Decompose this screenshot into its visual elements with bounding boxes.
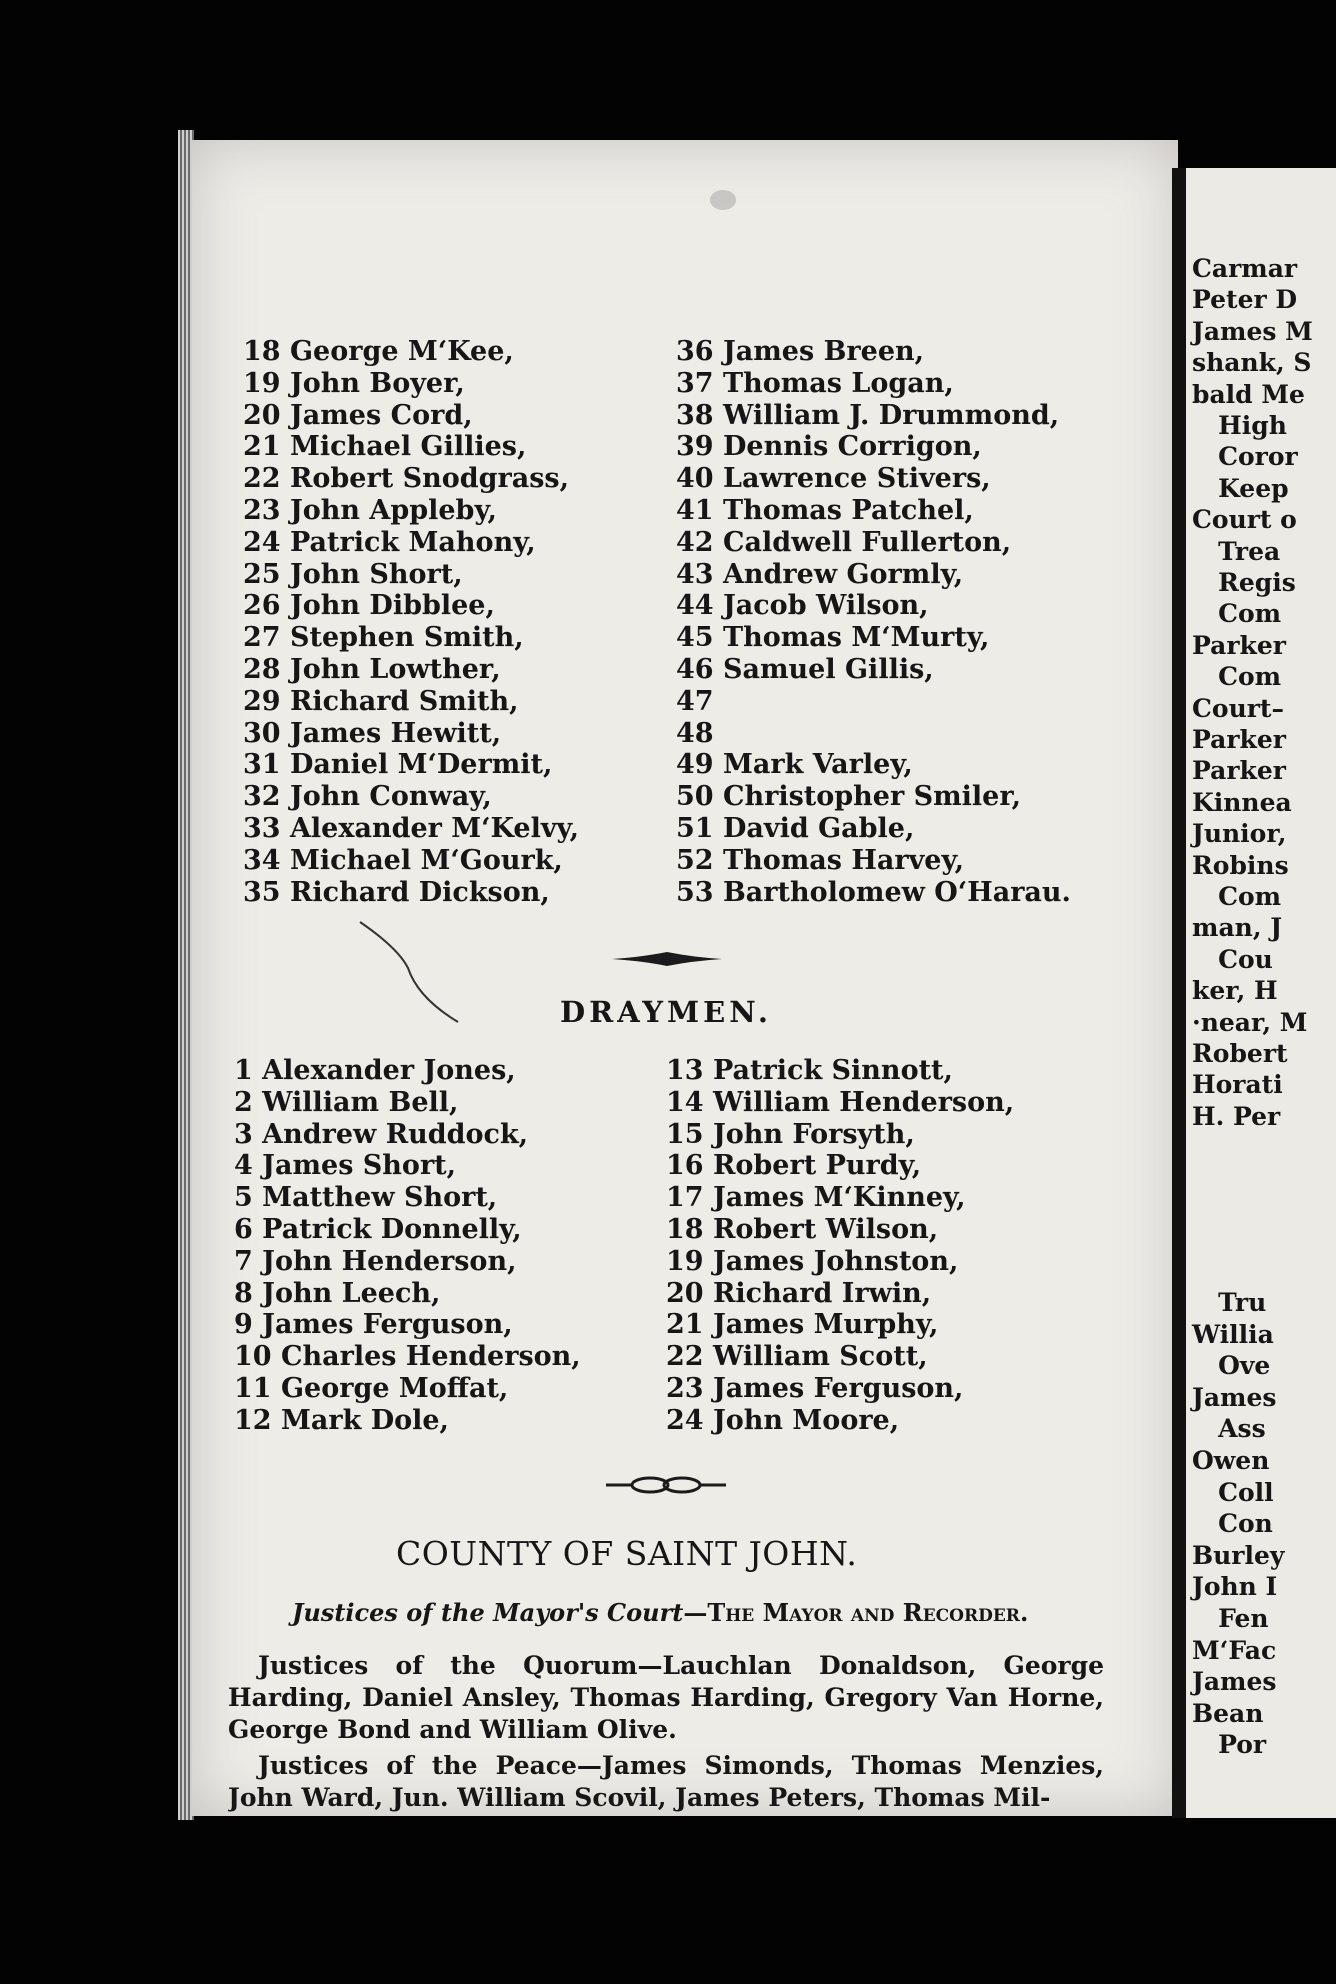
list-item: 44 Jacob Wilson,	[676, 590, 929, 622]
next-page-line: M‘Fac	[1192, 1635, 1277, 1665]
next-page-line: Horati	[1192, 1070, 1283, 1100]
ink-smudge	[710, 190, 736, 210]
list-item: 39 Dennis Corrigon,	[676, 431, 982, 463]
next-page-line: Com	[1192, 882, 1282, 911]
list-item: 22 William Scott,	[666, 1341, 928, 1373]
list-item: 1 Alexander Jones,	[234, 1055, 516, 1086]
next-page-line: Robert	[1192, 1039, 1288, 1068]
draymen-left-column	[234, 1055, 581, 1437]
next-page-line: Coror	[1192, 442, 1298, 472]
list-item: 35 Richard Dickson,	[243, 876, 550, 908]
list-item: 21 James Murphy,	[666, 1309, 939, 1341]
list-item: 7 John Henderson,	[234, 1245, 517, 1277]
list-item: 19 James Johnston,	[666, 1245, 959, 1277]
next-page-line: man, J	[1192, 913, 1283, 943]
county-title: COUNTY OF SAINT JOHN.	[396, 1534, 858, 1573]
next-page-line: Ass	[1192, 1414, 1266, 1444]
next-page-line: Parker	[1192, 725, 1286, 754]
next-page-line: bald Me	[1192, 379, 1305, 409]
list-item: 23 John Appleby,	[243, 494, 497, 526]
list-item: 13 Patrick Sinnott,	[666, 1055, 953, 1086]
ornament-knot	[606, 1474, 726, 1496]
list-item: 10 Charles Henderson,	[234, 1341, 581, 1373]
list-item: 3 Andrew Ruddock,	[234, 1118, 529, 1150]
next-page-line: Coll	[1192, 1477, 1274, 1507]
list-item: 46 Samuel Gillis,	[676, 653, 934, 685]
next-page-line: Ove	[1192, 1351, 1271, 1381]
list-item: 16 Robert Purdy,	[666, 1150, 922, 1182]
next-page-line: Cou	[1192, 944, 1273, 974]
next-page-line: Parker	[1192, 630, 1286, 660]
mayor-court-line	[292, 1598, 1028, 1627]
next-page-line: Kinnea	[1192, 787, 1292, 817]
list-item: 24 John Moore,	[666, 1404, 900, 1436]
list-item: 17 James M‘Kinney,	[666, 1182, 966, 1214]
scratch-mark	[358, 918, 468, 1028]
next-page-line: James M	[1192, 316, 1313, 346]
list-item: 42 Caldwell Fullerton,	[676, 526, 1012, 558]
next-page-line: Bean	[1192, 1698, 1264, 1728]
next-page-line: Parker	[1192, 756, 1286, 786]
list-item: 15 John Forsyth,	[666, 1118, 915, 1150]
list-item: 29 Richard Smith,	[243, 685, 519, 717]
list-right-column	[676, 336, 1071, 908]
next-page-line: James	[1192, 1382, 1277, 1412]
next-page-line: Tru	[1192, 1288, 1267, 1317]
next-page-line: John I	[1192, 1572, 1278, 1602]
next-page-line: ·near, M	[1192, 1007, 1308, 1037]
next-page-line: Con	[1192, 1509, 1273, 1539]
right-page-fragment	[1186, 168, 1336, 1818]
next-page-line: H. Per	[1192, 1101, 1281, 1131]
list-item: 2 William Bell,	[234, 1086, 459, 1118]
next-page-line: Com	[1192, 599, 1282, 629]
next-page-line: Court–	[1192, 693, 1284, 723]
mayor-court-label: Justices of the Mayor's Court	[292, 1598, 684, 1627]
list-item: 41 Thomas Patchel,	[676, 494, 974, 526]
list-item: 27 Stephen Smith,	[243, 622, 524, 654]
list-item: 5 Matthew Short,	[234, 1182, 498, 1214]
list-item: 18 Robert Wilson,	[666, 1213, 939, 1245]
list-item: 45 Thomas M‘Murty,	[676, 622, 990, 654]
list-item: 32 John Conway,	[243, 781, 492, 813]
list-item: 48	[676, 717, 714, 749]
list-item: 52 Thomas Harvey,	[676, 844, 964, 876]
next-page-line: Carmar	[1192, 254, 1298, 283]
next-page-line: ker, H	[1192, 976, 1278, 1006]
list-item: 31 Daniel M‘Dermit,	[243, 749, 553, 781]
list-item: 37 Thomas Logan,	[676, 367, 954, 399]
next-page-line: Burley	[1192, 1540, 1285, 1570]
list-item: 40 Lawrence Stivers,	[676, 463, 991, 495]
draymen-right-column	[666, 1055, 1014, 1437]
list-item: 36 James Breen,	[676, 336, 925, 367]
list-item: 6 Patrick Donnelly,	[234, 1213, 522, 1245]
next-page-line: shank, S	[1192, 348, 1312, 378]
next-page-line: Regis	[1192, 568, 1296, 597]
list-item: 26 John Dibblee,	[243, 590, 495, 622]
list-item: 30 James Hewitt,	[243, 717, 502, 749]
next-page-line: Fen	[1192, 1604, 1269, 1633]
peace-paragraph: Justices of the Peace—James Simonds, Thomas Menzies, John Ward, Jun. William Scovil, James Peters, Thomas Mil-	[228, 1751, 1104, 1812]
list-item: 53 Bartholomew O‘Harau.	[676, 876, 1071, 908]
next-page-line: Com	[1192, 662, 1282, 692]
list-item: 33 Alexander M‘Kelvy,	[243, 812, 580, 844]
draymen-heading: DRAYMEN.	[560, 995, 772, 1029]
next-page-line: Peter D	[1192, 285, 1298, 315]
list-item: 51 David Gable,	[676, 812, 915, 844]
next-page-line: High	[1192, 411, 1287, 440]
next-page-line: James	[1192, 1667, 1277, 1697]
list-left-column	[243, 336, 579, 908]
next-page-line: Owen	[1192, 1446, 1270, 1475]
mayor-court-value: —The Mayor and Recorder.	[683, 1598, 1029, 1627]
list-item: 25 John Short,	[243, 558, 463, 590]
list-item: 11 George Moffat,	[234, 1372, 509, 1404]
list-item: 20 James Cord,	[243, 399, 473, 431]
next-page-line: Court o	[1192, 505, 1297, 535]
list-item: 14 William Henderson,	[666, 1086, 1015, 1118]
next-page-line: Robins	[1192, 850, 1289, 880]
next-page-line: Keep	[1192, 473, 1289, 503]
list-item: 28 John Lowther,	[243, 653, 501, 685]
list-item: 49 Mark Varley,	[676, 749, 913, 781]
list-item: 19 John Boyer,	[243, 367, 465, 399]
list-item: 20 Richard Irwin,	[666, 1277, 932, 1309]
list-item: 18 George M‘Kee,	[243, 336, 514, 367]
ornament-divider	[612, 948, 722, 970]
next-page-line: Junior,	[1192, 819, 1287, 849]
list-item: 12 Mark Dole,	[234, 1404, 449, 1436]
next-page-line: Por	[1192, 1730, 1267, 1760]
quorum-paragraph: Justices of the Quorum—Lauchlan Donaldson, George Harding, Daniel Ansley, Thomas Harding, Gregory Van Horne, George Bond and William Olive.	[228, 1651, 1104, 1744]
list-item: 47	[676, 685, 714, 717]
list-item: 22 Robert Snodgrass,	[243, 463, 569, 495]
list-item: 8 John Leech,	[234, 1277, 441, 1309]
list-item: 4 James Short,	[234, 1150, 457, 1182]
list-item: 21 Michael Gillies,	[243, 431, 527, 463]
next-page-line: Trea	[1192, 536, 1281, 566]
list-item: 9 James Ferguson,	[234, 1309, 513, 1341]
list-item: 43 Andrew Gormly,	[676, 558, 964, 590]
list-item: 34 Michael M‘Gourk,	[243, 844, 563, 876]
list-item: 50 Christopher Smiler,	[676, 781, 1021, 813]
next-page-line: Willia	[1192, 1319, 1274, 1349]
list-item: 38 William J. Drummond,	[676, 399, 1060, 431]
list-item: 24 Patrick Mahony,	[243, 526, 536, 558]
list-item: 23 James Ferguson,	[666, 1372, 964, 1404]
book-gutter	[1172, 168, 1186, 1818]
